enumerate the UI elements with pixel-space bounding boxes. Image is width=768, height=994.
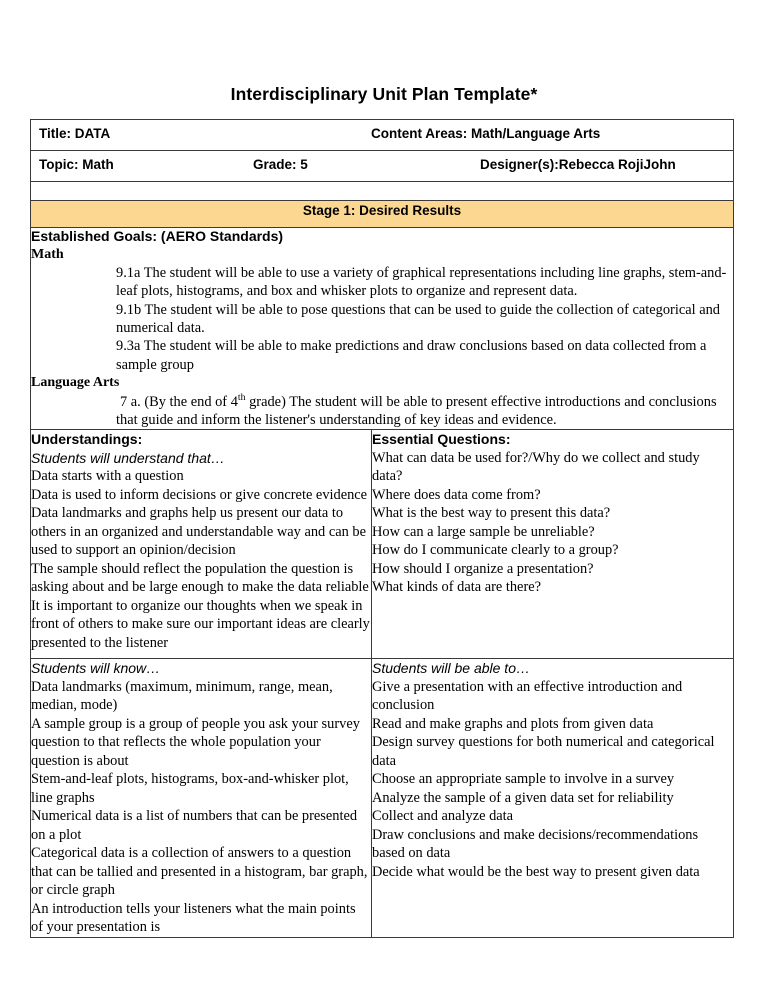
la-item-suffix: grade) The student will be able to present effective introductions and conclusions that guide and inform the listener's understanding of key ideas and evidence. bbox=[116, 393, 717, 428]
table-row-title bbox=[31, 120, 734, 151]
list-item: Data is used to inform decisions or give concrete evidence bbox=[31, 486, 368, 503]
understandings-heading: Understandings: bbox=[31, 431, 143, 448]
language-arts-standards-list bbox=[31, 393, 733, 430]
list-item: What can data be used for?/Why do we collect and study data? bbox=[372, 449, 700, 485]
la-item-prefix: 7 a. (By the end of 4 bbox=[120, 393, 238, 410]
field-content-areas: Content Areas: Math/Language Arts bbox=[371, 126, 601, 141]
field-designer: Designer(s):Rebecca RojiJohn bbox=[480, 157, 676, 172]
header-row-topic-cell bbox=[31, 151, 734, 182]
page-title: Interdisciplinary Unit Plan Template* bbox=[230, 84, 538, 104]
header-row-topic-inner bbox=[31, 151, 733, 181]
list-item: Read and make graphs and plots from given data bbox=[372, 715, 654, 732]
essential-questions-cell bbox=[372, 430, 734, 659]
list-item: Numerical data is a list of numbers that can be presented on a plot bbox=[31, 808, 358, 843]
list-item: How should I organize a presentation? bbox=[372, 560, 594, 577]
list-item: Design survey questions for both numerical and categorical data bbox=[372, 734, 715, 769]
understandings-subheading: Students will understand that… bbox=[31, 449, 225, 466]
list-item: A sample group is a group of people you ask your survey question to that reflects the whole population your question is about bbox=[31, 715, 360, 769]
field-topic: Topic: Math bbox=[39, 157, 114, 172]
list-item: An introduction tells your listeners what the main points of your presentation is bbox=[31, 900, 356, 936]
students-will-know-subheading: Students will know… bbox=[31, 660, 161, 677]
established-goals-cell bbox=[31, 228, 734, 430]
list-item: Collect and analyze data bbox=[372, 808, 514, 825]
table-row-spacer bbox=[31, 182, 734, 201]
established-goals-heading: Established Goals: (AERO Standards) bbox=[31, 228, 284, 244]
table-row-understandings bbox=[31, 430, 734, 659]
list-item: 9.1a The student will be able to use a variety of graphical representations including line graphs, stem-and-leaf plots, histograms, and box and whisker plots to organize and represent data. bbox=[116, 264, 727, 300]
table-row-topic bbox=[31, 151, 734, 182]
essential-questions-heading: Essential Questions: bbox=[372, 431, 511, 448]
students-will-be-able-to-cell bbox=[372, 659, 734, 937]
list-item: Stem-and-leaf plots, histograms, box-and-whisker plot, line graphs bbox=[31, 771, 349, 806]
list-item: What kinds of data are there? bbox=[372, 579, 542, 596]
list-item: The sample should reflect the population the question is asking about and be large enough to make the data reliable bbox=[31, 560, 369, 596]
list-item: 9.1b The student will be able to pose questions that can be used to guide the collection of categorical and numerical data. bbox=[116, 301, 720, 336]
understandings-list bbox=[31, 467, 371, 652]
list-item: Data landmarks and graphs help us present our data to others in an organized and understandable way and can be used to support an opinion/decision bbox=[31, 505, 366, 559]
list-item: Analyze the sample of a given data set for reliability bbox=[372, 789, 674, 806]
list-item: 9.3a The student will be able to make predictions and draw conclusions based on data collected from a sample group bbox=[116, 338, 707, 373]
table-row-goals bbox=[31, 228, 734, 430]
header-row-title-cell bbox=[31, 120, 734, 151]
essential-questions-list bbox=[372, 449, 733, 597]
list-item bbox=[116, 393, 733, 430]
students-will-be-able-to-subheading: Students will be able to… bbox=[372, 660, 530, 677]
understandings-cell bbox=[31, 430, 372, 659]
unit-plan-table bbox=[30, 119, 734, 938]
students-will-be-able-to-list bbox=[372, 678, 733, 882]
list-item: Data starts with a question bbox=[31, 468, 184, 485]
list-item: Data landmarks (maximum, minimum, range, mean, median, mode) bbox=[31, 678, 333, 714]
list-item: Draw conclusions and make decisions/recommendations based on data bbox=[372, 826, 699, 862]
students-will-know-list bbox=[31, 678, 371, 937]
list-item: Categorical data is a collection of answers to a question that can be tallied and presented in a histogram, bar graph, or circle graph bbox=[31, 845, 368, 899]
list-item: Decide what would be the best way to present given data bbox=[372, 863, 700, 880]
spacer-cell bbox=[31, 182, 734, 201]
list-item: How can a large sample be unreliable? bbox=[372, 523, 595, 540]
students-will-know-cell bbox=[31, 659, 372, 937]
table-row-knowledge-skills bbox=[31, 659, 734, 937]
subject-heading-math: Math bbox=[31, 246, 64, 262]
list-item: Where does data come from? bbox=[372, 486, 541, 503]
stage-banner-cell: Stage 1: Desired Results bbox=[31, 201, 734, 228]
subject-heading-language-arts: Language Arts bbox=[31, 375, 120, 391]
list-item: It is important to organize our thoughts when we speak in front of others to make sure our important ideas are clearly presented to the listener bbox=[31, 597, 370, 651]
field-grade: Grade: 5 bbox=[253, 157, 308, 172]
table-row-stage-banner bbox=[31, 201, 734, 228]
list-item: Choose an appropriate sample to involve in a survey bbox=[372, 771, 675, 788]
list-item: Give a presentation with an effective introduction and conclusion bbox=[372, 678, 683, 714]
la-item-superscript: th bbox=[237, 391, 246, 403]
list-item: How do I communicate clearly to a group? bbox=[372, 542, 619, 559]
list-item: What is the best way to present this data? bbox=[372, 505, 611, 522]
field-title: Title: DATA bbox=[39, 126, 111, 141]
math-standards-list bbox=[31, 264, 733, 375]
header-row-title-inner bbox=[31, 120, 733, 150]
